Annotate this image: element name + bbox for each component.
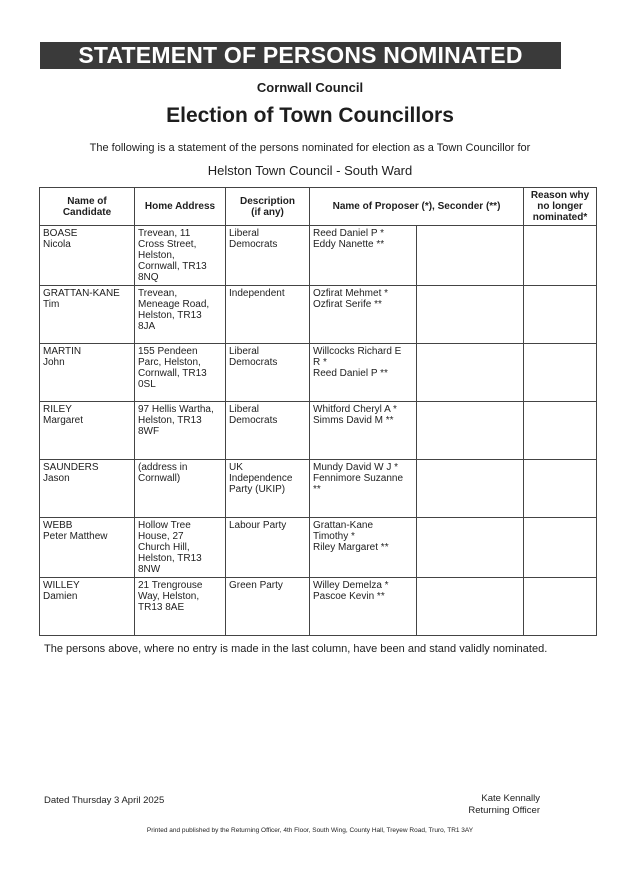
dated-text: Dated Thursday 3 April 2025 [44, 795, 165, 806]
table-row [40, 460, 597, 518]
header-address [135, 188, 226, 226]
proposer-extra-cell [417, 578, 524, 636]
banner-title: STATEMENT OF PERSONS NOMINATED [40, 42, 561, 69]
header-text-line: Candidate [62, 206, 112, 218]
address-line: Cornwall) [138, 473, 181, 484]
home-address-cell [135, 402, 226, 460]
address-line: Trevean, [138, 288, 178, 299]
name-line: GRATTAN-KANE [43, 288, 120, 299]
proposer-seconder-cell [310, 460, 417, 518]
intro-text: The following is a statement of the persons nominated for election as a Town Councillor for [89, 142, 531, 154]
address-line: 155 Pendeen [138, 346, 198, 357]
reason-cell [524, 344, 597, 402]
proposer-extra-cell [417, 460, 524, 518]
home-address-cell [135, 578, 226, 636]
name-line: Peter Matthew [43, 531, 108, 542]
candidate-name-cell [40, 460, 135, 518]
proposer-line: Pascoe Kevin ** [313, 591, 385, 602]
address-line: Trevean, 11 [138, 228, 191, 239]
table-row [40, 286, 597, 344]
reason-cell [524, 460, 597, 518]
name-line: Jason [43, 473, 70, 484]
proposer-extra-cell [417, 286, 524, 344]
address-line: Cross Street, [138, 239, 197, 250]
proposer-seconder-cell [310, 578, 417, 636]
address-line: 8NW [138, 564, 161, 575]
address-line: Helston, TR13 [138, 310, 202, 321]
officer-name: Kate Kennally [481, 793, 540, 804]
description-line: UK [229, 462, 243, 473]
address-line: (address in [138, 462, 188, 473]
description-line: Liberal [229, 404, 260, 415]
address-line: TR13 8AE [138, 602, 185, 613]
header-name [40, 188, 135, 226]
home-address-cell [135, 518, 226, 578]
imprint: Printed and published by the Returning Officer, 4th Floor, South Wing, County Hall, Treyew Road, Truro, TR1 3AY [146, 827, 474, 834]
nominations-table [39, 187, 597, 636]
proposer-line: Reed Daniel P * [313, 228, 384, 239]
proposer-line: Reed Daniel P ** [313, 368, 388, 379]
header-text-line: nominated* [532, 212, 588, 223]
ward-name: Helston Town Council - South Ward [207, 163, 413, 178]
home-address-cell [135, 344, 226, 402]
address-line: 8WF [138, 426, 160, 437]
description-line: Liberal [229, 346, 260, 357]
name-line: John [43, 357, 65, 368]
candidate-name-cell [40, 344, 135, 402]
reason-cell [524, 286, 597, 344]
description-line: Labour Party [229, 520, 287, 531]
description-cell [226, 344, 310, 402]
description-line: Independence [229, 473, 293, 484]
description-line: Liberal [229, 228, 260, 239]
address-line: Parc, Helston, [138, 357, 201, 368]
address-line: Hollow Tree [138, 520, 191, 531]
address-line: Meneage Road, [138, 299, 210, 310]
description-line: Independent [229, 288, 285, 299]
address-line: 0SL [138, 379, 156, 390]
header-reason [524, 188, 597, 226]
proposer-line: R * [313, 357, 327, 368]
proposer-extra-cell [417, 344, 524, 402]
name-line: Margaret [43, 415, 84, 426]
proposer-line: Willcocks Richard E [313, 346, 402, 357]
header-proposer [310, 188, 524, 226]
proposer-extra-cell [417, 226, 524, 286]
reason-cell [524, 518, 597, 578]
proposer-line: Eddy Nanette ** [313, 239, 385, 250]
description-cell [226, 518, 310, 578]
reason-cell [524, 578, 597, 636]
address-line: 97 Hellis Wartha, [138, 404, 214, 415]
address-line: 8JA [138, 321, 156, 332]
address-line: 21 Trengrouse [138, 580, 203, 591]
validity-note: The persons above, where no entry is made in the last column, have been and stand validly nominated. [44, 643, 548, 655]
description-line: Green Party [229, 580, 283, 591]
address-line: House, 27 [138, 531, 184, 542]
name-line: WEBB [43, 520, 73, 531]
table-row [40, 518, 597, 578]
proposer-line: Grattan-Kane [313, 520, 374, 531]
header-text-line: (if any) [251, 206, 284, 218]
proposer-seconder-cell [310, 286, 417, 344]
header-text-line: Home Address [144, 201, 216, 212]
proposer-line: Timothy * [313, 531, 355, 542]
description-cell [226, 226, 310, 286]
candidate-name-cell [40, 286, 135, 344]
proposer-line: Mundy David W J * [313, 462, 399, 473]
name-line: BOASE [43, 228, 78, 239]
header-text-line: Description [239, 195, 295, 207]
proposer-seconder-cell [310, 518, 417, 578]
returning-officer [468, 793, 540, 817]
name-line: SAUNDERS [43, 462, 99, 473]
council-name: Cornwall Council [256, 80, 364, 95]
header-text-line: Name of Proposer (*), Seconder (**) [332, 201, 501, 212]
candidate-name-cell [40, 518, 135, 578]
description-line: Democrats [229, 415, 278, 426]
election-title: Election of Town Councillors [166, 104, 454, 127]
proposer-line: Willey Demelza * [313, 580, 389, 591]
name-line: RILEY [43, 404, 72, 415]
proposer-line: Fennimore Suzanne [313, 473, 404, 484]
proposer-seconder-cell [310, 344, 417, 402]
table-row [40, 402, 597, 460]
name-line: Nicola [43, 239, 71, 250]
candidate-name-cell [40, 578, 135, 636]
description-line: Party (UKIP) [229, 484, 286, 495]
description-line: Democrats [229, 239, 278, 250]
proposer-seconder-cell [310, 402, 417, 460]
name-line: Damien [43, 591, 78, 602]
description-cell [226, 460, 310, 518]
candidate-name-cell [40, 402, 135, 460]
address-line: Helston, TR13 [138, 415, 202, 426]
header-text-line: Name of [67, 195, 107, 207]
description-line: Democrats [229, 357, 278, 368]
table-row [40, 344, 597, 402]
candidate-name-cell [40, 226, 135, 286]
address-line: Helston, [138, 250, 175, 261]
home-address-cell [135, 226, 226, 286]
proposer-line: Simms David M ** [313, 415, 394, 426]
address-line: Helston, TR13 [138, 553, 202, 564]
address-line: Church Hill, [138, 542, 190, 553]
description-cell [226, 402, 310, 460]
home-address-cell [135, 286, 226, 344]
description-cell [226, 578, 310, 636]
address-line: Cornwall, TR13 [138, 368, 207, 379]
proposer-line: Ozfirat Serife ** [313, 299, 382, 310]
name-line: Tim [43, 299, 60, 310]
table-row [40, 578, 597, 636]
reason-cell [524, 226, 597, 286]
description-cell [226, 286, 310, 344]
name-line: MARTIN [43, 346, 82, 357]
officer-title: Returning Officer [468, 805, 540, 816]
home-address-cell [135, 460, 226, 518]
proposer-line: Whitford Cheryl A * [313, 404, 397, 415]
proposer-line: Riley Margaret ** [313, 542, 389, 553]
address-line: Way, Helston, [138, 591, 200, 602]
header-text-line: Reason why [530, 190, 590, 201]
proposer-seconder-cell [310, 226, 417, 286]
address-line: Cornwall, TR13 [138, 261, 207, 272]
name-line: WILLEY [43, 580, 80, 591]
table-header-row [40, 188, 597, 226]
address-line: 8NQ [138, 272, 159, 283]
proposer-extra-cell [417, 518, 524, 578]
header-text-line: no longer [537, 201, 583, 212]
header-description [226, 188, 310, 226]
proposer-extra-cell [417, 402, 524, 460]
proposer-line: ** [313, 484, 321, 495]
proposer-line: Ozfirat Mehmet * [313, 288, 389, 299]
table-row [40, 226, 597, 286]
reason-cell [524, 402, 597, 460]
